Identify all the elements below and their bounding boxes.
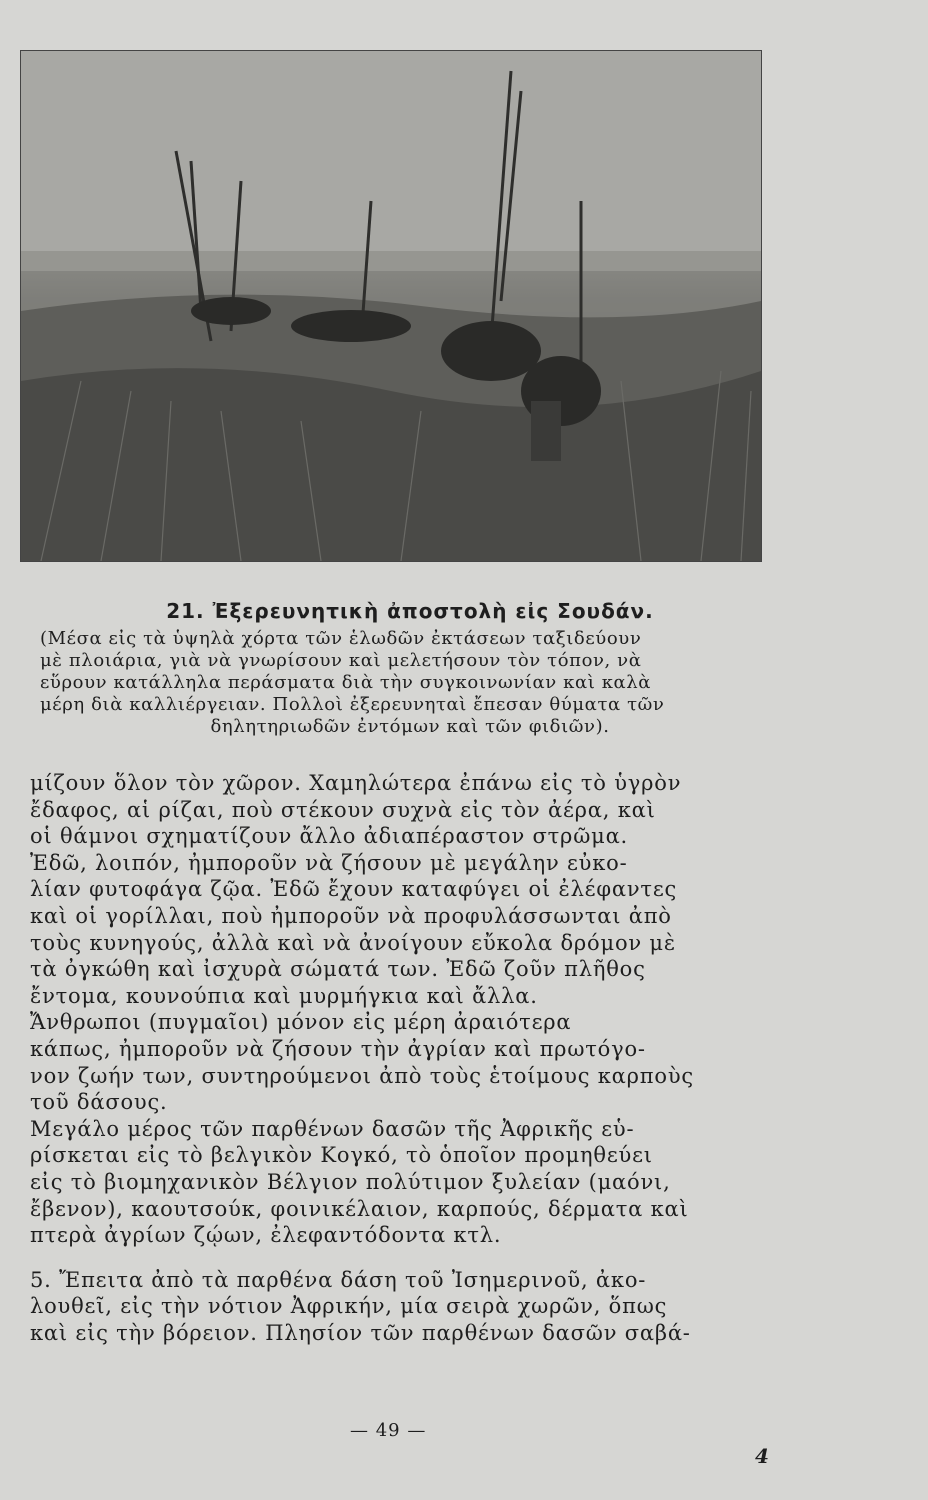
caption-line: (Μέσα εἰς τὰ ὑψηλὰ χόρτα τῶν ἑλωδῶν ἐκτάσεων ταξιδεύουν: [40, 628, 642, 649]
text-line: νον ζωήν των, συντηρούμενοι ἀπὸ τοὺς ἑτοίμους καρποὺς: [30, 1063, 694, 1088]
signature-mark: 4: [755, 1444, 769, 1468]
text-line: ρίσκεται εἰς τὸ βελγικὸν Κογκό, τὸ ὁποῖον προμηθεύει: [30, 1143, 653, 1168]
text-line: τοὺς κυνηγούς, ἀλλὰ καὶ νὰ ἀνοίγουν εὔκολα δρόμον μὲ: [30, 930, 676, 955]
text-line: ἔβενον), καουτσούκ, φοινικέλαιον, καρπούς, δέρματα καὶ: [30, 1196, 689, 1221]
photo-caption: [40, 600, 780, 738]
text-line: τοῦ δάσους.: [30, 1090, 168, 1115]
page-number: — 49 —: [350, 1420, 427, 1441]
photograph-icon: [21, 51, 761, 561]
text-line: κάπως, ἠμποροῦν νὰ ζήσουν τὴν ἀγρίαν καὶ πρωτόγο-: [30, 1036, 646, 1061]
caption-line: δηλητηριωδῶν ἐντόμων καὶ τῶν φιδιῶν).: [210, 716, 610, 737]
text-line: λουθεῖ, εἰς τὴν νότιον Ἀφρικήν, μία σειρὰ χωρῶν, ὅπως: [30, 1294, 668, 1319]
text-line: τὰ ὀγκώθη καὶ ἰσχυρὰ σώματά των. Ἐδῶ ζοῦν πλῆθος: [30, 957, 646, 982]
caption-line: εὕρουν κατάλληλα περάσματα διὰ τὴν συγκοινωνίαν καὶ καλὰ: [40, 672, 652, 693]
caption-title: 21. Ἐξερευνητικὴ ἀποστολὴ εἰς Σουδάν.: [166, 599, 654, 623]
text-line: 5. Ἔπειτα ἀπὸ τὰ παρθένα δάση τοῦ Ἰσημερινοῦ, ἀκο-: [30, 1267, 647, 1292]
text-line: καὶ εἰς τὴν βόρειον. Πλησίον τῶν παρθένων δασῶν σαβά-: [30, 1320, 691, 1345]
text-line: ἔδαφος, αἱ ρίζαι, ποὺ στέκουν συχνὰ εἰς τὸν ἀέρα, καὶ: [30, 797, 656, 822]
body-text: [30, 770, 770, 1346]
text-line: μίζουν ὅλον τὸν χῶρον. Χαμηλώτερα ἐπάνω εἰς τὸ ὑγρὸν: [30, 771, 682, 795]
caption-line: μέρη διὰ καλλιέργειαν. Πολλοὶ ἐξερευνηταὶ ἔπεσαν θύματα τῶν: [40, 694, 665, 715]
caption-line: μὲ πλοιάρια, γιὰ νὰ γνωρίσουν καὶ μελετήσουν τὸν τόπον, νὰ: [40, 650, 642, 671]
text-line: ἔντομα, κουνούπια καὶ μυρμήγκια καὶ ἄλλα.: [30, 983, 538, 1008]
text-line: οἱ θάμνοι σχηματίζουν ἄλλο ἀδιαπέραστον στρῶμα.: [30, 824, 629, 849]
text-line: Ἄνθρωποι (πυγμαῖοι) μόνον εἰς μέρη ἀραιότερα: [30, 1010, 572, 1035]
text-line: πτερὰ ἀγρίων ζῴων, ἐλεφαντόδοντα κτλ.: [30, 1223, 502, 1248]
text-line: εἰς τὸ βιομηχανικὸν Βέλγιον πολύτιμον ξυλείαν (μαόνι,: [30, 1169, 671, 1194]
text-line: Μεγάλο μέρος τῶν παρθένων δασῶν τῆς Ἀφρικῆς εὑ-: [30, 1116, 635, 1141]
text-line: Ἐδῶ, λοιπόν, ἠμποροῦν νὰ ζήσουν μὲ μεγάλην εὐκο-: [30, 850, 628, 875]
expedition-photograph: [20, 50, 762, 562]
text-line: λίαν φυτοφάγα ζῷα. Ἐδῶ ἔχουν καταφύγει οἱ ἐλέφαντες: [30, 877, 678, 902]
text-line: καὶ οἱ γορίλλαι, ποὺ ἠμποροῦν νὰ προφυλάσσωνται ἀπὸ: [30, 903, 672, 928]
